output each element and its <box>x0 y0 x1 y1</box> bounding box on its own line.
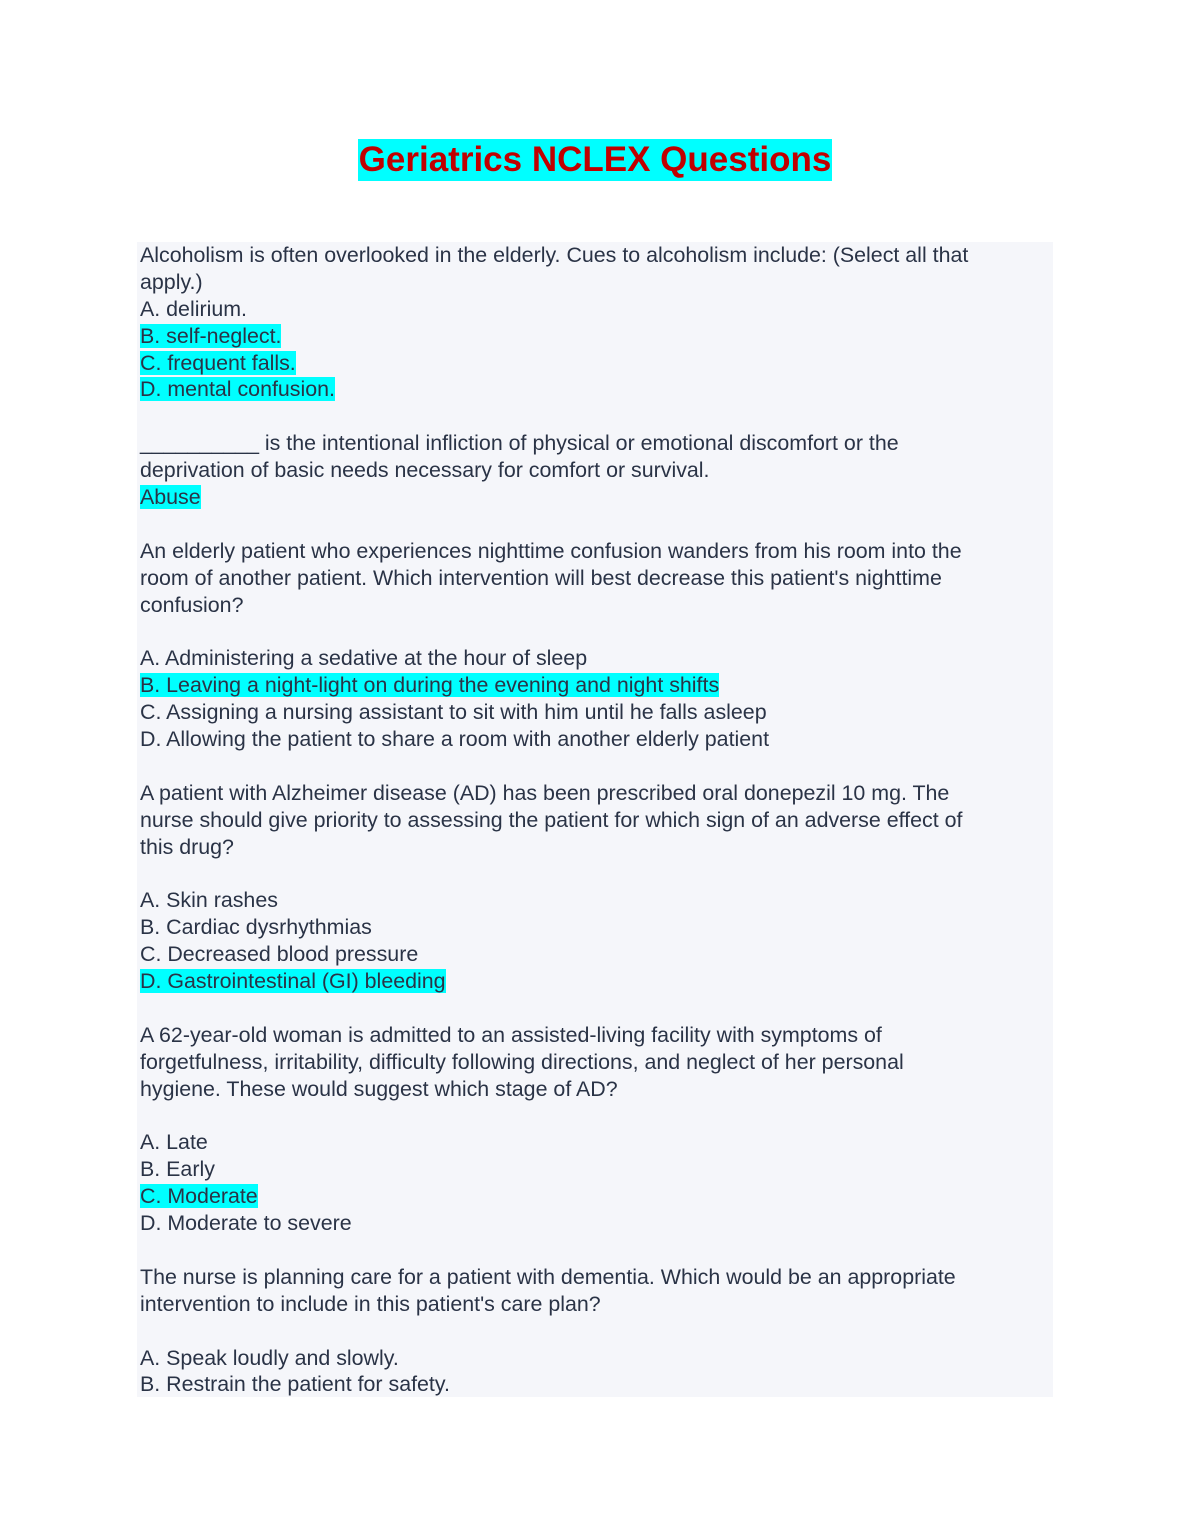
answer-option <box>140 887 1053 914</box>
question-block <box>140 1022 1053 1237</box>
question-block <box>140 1264 1053 1398</box>
answer-option <box>140 1210 1053 1237</box>
question-stem-line: forgetfulness, irritability, difficulty following directions, and neglect of her personal <box>140 1049 904 1074</box>
option-text: B. Early <box>140 1157 215 1182</box>
question-block <box>140 538 1053 753</box>
answer-option <box>140 1156 1053 1183</box>
answer-option <box>140 914 1053 941</box>
question-stem-line: confusion? <box>140 592 244 617</box>
question-block <box>140 780 1053 995</box>
question-stem-line: A 62-year-old woman is admitted to an assisted-living facility with symptoms of <box>140 1022 882 1047</box>
question-stem-line: room of another patient. Which intervention will best decrease this patient's nighttime <box>140 565 942 590</box>
question-stem-line: apply.) <box>140 269 203 294</box>
option-text: A. delirium. <box>140 296 247 321</box>
option-text: C. Decreased blood pressure <box>140 942 419 967</box>
question-stem-line: nurse should give priority to assessing the patient for which sign of an adverse effect of <box>140 807 963 832</box>
answer-option <box>140 699 1053 726</box>
question-block <box>140 242 1053 403</box>
question-panel <box>137 242 1053 1397</box>
question-stem-line: Alcoholism is often overlooked in the elderly. Cues to alcoholism include: (Select all that <box>140 243 969 267</box>
question-stem-line: hygiene. These would suggest which stage of AD? <box>140 1076 618 1101</box>
spacer <box>140 1103 1053 1130</box>
spacer <box>140 860 1053 887</box>
answer-option-correct <box>140 323 1053 350</box>
question-stem-line: this drug? <box>140 834 234 859</box>
option-text: A. Skin rashes <box>140 888 278 913</box>
highlighted-option-text: C. frequent falls. <box>140 350 296 375</box>
question-stem-line: An elderly patient who experiences nighttime confusion wanders from his room into the <box>140 538 962 563</box>
option-text: B. Restrain the patient for safety. <box>140 1372 450 1397</box>
spacer <box>140 403 1053 430</box>
highlighted-option-text: D. Gastrointestinal (GI) bleeding <box>140 969 446 994</box>
answer-option-correct <box>140 1183 1053 1210</box>
spacer <box>140 1237 1053 1264</box>
spacer <box>140 618 1053 645</box>
spacer <box>140 995 1053 1022</box>
option-text: D. Moderate to severe <box>140 1211 352 1236</box>
answer-option <box>140 645 1053 672</box>
option-text: B. Cardiac dysrhythmias <box>140 915 372 940</box>
highlighted-option-text: D. mental confusion. <box>140 377 335 402</box>
option-text: A. Late <box>140 1130 208 1155</box>
question-stem-line: deprivation of basic needs necessary for comfort or survival. <box>140 458 710 483</box>
spacer <box>140 753 1053 780</box>
highlighted-answer-text: Abuse <box>140 485 201 510</box>
highlighted-option-text: C. Moderate <box>140 1184 258 1209</box>
answer-correct <box>140 484 1053 511</box>
highlighted-option-text: B. self-neglect. <box>140 323 282 348</box>
answer-option-correct <box>140 672 1053 699</box>
spacer <box>140 1318 1053 1345</box>
question-stem-line: intervention to include in this patient's care plan? <box>140 1291 601 1316</box>
question-stem-line: __________ is the intentional infliction of physical or emotional discomfort or the <box>140 431 899 456</box>
highlighted-option-text: B. Leaving a night-light on during the evening and night shifts <box>140 673 720 698</box>
answer-option-correct <box>140 350 1053 377</box>
answer-option <box>140 941 1053 968</box>
answer-option <box>140 1345 1053 1372</box>
option-text: A. Administering a sedative at the hour of sleep <box>140 646 588 671</box>
option-text: D. Allowing the patient to share a room with another elderly patient <box>140 727 770 752</box>
answer-option <box>140 296 1053 323</box>
spacer <box>140 511 1053 538</box>
answer-option-correct <box>140 968 1053 995</box>
answer-option <box>140 1129 1053 1156</box>
question-block <box>140 430 1053 511</box>
option-text: A. Speak loudly and slowly. <box>140 1345 399 1370</box>
answer-option <box>140 726 1053 753</box>
answer-option-correct <box>140 376 1053 403</box>
answer-option <box>140 1371 1053 1398</box>
question-stem-line: A patient with Alzheimer disease (AD) has been prescribed oral donepezil 10 mg. The <box>140 780 950 805</box>
question-stem-line: The nurse is planning care for a patient with dementia. Which would be an appropriate <box>140 1264 956 1289</box>
option-text: C. Assigning a nursing assistant to sit with him until he falls asleep <box>140 700 767 725</box>
title-container <box>0 139 1190 181</box>
page-title: Geriatrics NCLEX Questions <box>358 140 832 179</box>
